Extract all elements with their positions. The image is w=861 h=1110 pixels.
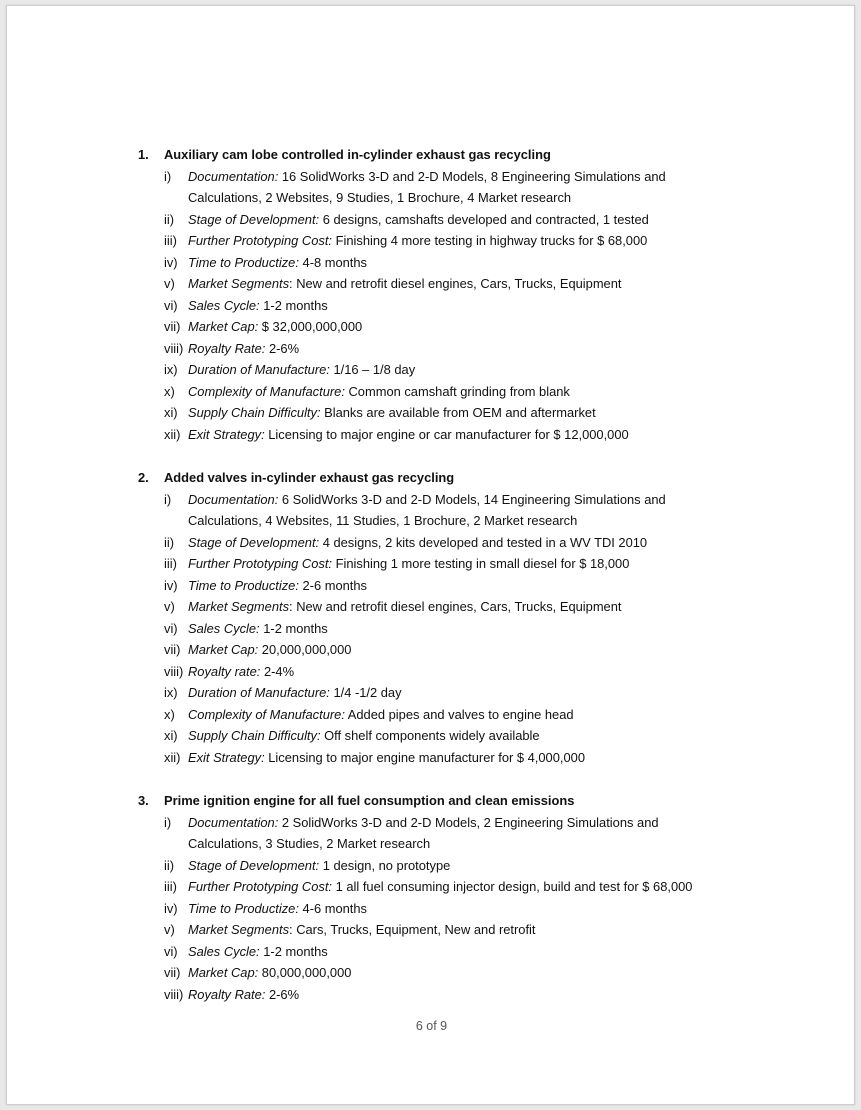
item-value: 2-4% [260, 663, 295, 679]
list-item [133, 704, 773, 726]
item-label: Supply Chain Difficulty: [188, 728, 321, 743]
item-value: 20,000,000,000 [258, 642, 352, 657]
item-text [188, 596, 733, 618]
item-marker: vi) [164, 943, 178, 959]
item-label: Royalty rate: [188, 663, 261, 679]
list-item [133, 962, 773, 984]
item-label: Royalty Rate: [188, 340, 266, 356]
item-label: Documentation: [188, 491, 279, 507]
item-marker: iii) [164, 556, 177, 571]
item-label: Further Prototyping Cost: [188, 233, 333, 248]
item-text [188, 359, 733, 381]
item-marker: ix) [164, 685, 178, 700]
list-item [133, 876, 773, 898]
item-label: Documentation: [188, 168, 279, 184]
item-text [188, 639, 733, 661]
list-item [133, 381, 773, 403]
item-marker: iv) [164, 577, 178, 593]
item-label: Exit Strategy: [188, 426, 265, 442]
item-marker: vii) [164, 319, 181, 334]
item-text [188, 812, 733, 855]
section-heading [133, 144, 773, 166]
list-item [133, 575, 773, 597]
item-value: 2-6 months [298, 577, 368, 593]
item-label: Stage of Development: [188, 534, 320, 550]
item-marker: i) [164, 168, 172, 184]
item-value: 2-6% [265, 340, 300, 356]
document-page [6, 5, 855, 1105]
item-marker: ix) [164, 362, 178, 377]
item-label: Documentation: [188, 814, 279, 830]
section-number: 2. [138, 470, 149, 485]
item-value: Finishing 1 more testing in small diesel for $ 18,000 [332, 556, 630, 571]
item-value: 6 SolidWorks 3-D and 2-D Models, 14 Engineering Simulations and Calculations, 4 Websites, 11 Studies, 1 Brochure, 2 Market research [188, 491, 666, 528]
item-label: Royalty Rate: [188, 986, 266, 1002]
list-item [133, 812, 773, 855]
item-label: Market Cap: [188, 965, 259, 980]
item-text [188, 532, 733, 554]
document-body [133, 144, 773, 1027]
list-item [133, 941, 773, 963]
list-item [133, 898, 773, 920]
section-3 [133, 790, 773, 1005]
item-value: 1/4 -1/2 day [329, 685, 402, 700]
item-value: 1/16 – 1/8 day [329, 362, 416, 377]
item-text [188, 166, 733, 209]
item-text [188, 876, 733, 898]
item-text [188, 919, 733, 941]
item-value: 16 SolidWorks 3-D and 2-D Models, 8 Engineering Simulations and Calculations, 2 Websites, 9 Studies, 1 Brochure, 4 Market research [188, 168, 666, 205]
item-text [188, 230, 733, 252]
item-value: Licensing to major engine or car manufacturer for $ 12,000,000 [264, 426, 629, 442]
list-item [133, 532, 773, 554]
item-marker: v) [164, 922, 175, 937]
list-item [133, 402, 773, 424]
section-title: Auxiliary cam lobe controlled in-cylinder exhaust gas recycling [164, 147, 551, 162]
item-value: 80,000,000,000 [258, 965, 352, 980]
item-marker: viii) [164, 986, 184, 1002]
item-value: Finishing 4 more testing in highway trucks for $ 68,000 [332, 233, 648, 248]
item-value: Added pipes and valves to engine head [344, 706, 574, 722]
list-item [133, 338, 773, 360]
item-value: Off shelf components widely available [320, 728, 540, 743]
item-text [188, 338, 733, 360]
list-item [133, 489, 773, 532]
item-list [133, 166, 773, 446]
item-list [133, 812, 773, 1006]
list-item [133, 596, 773, 618]
item-marker: v) [164, 276, 175, 291]
item-text [188, 984, 733, 1006]
item-text [188, 402, 733, 424]
list-item [133, 682, 773, 704]
item-list [133, 489, 773, 769]
item-text [188, 941, 733, 963]
item-label: Further Prototyping Cost: [188, 556, 333, 571]
section-title: Prime ignition engine for all fuel consumption and clean emissions [164, 793, 575, 808]
item-label: Supply Chain Difficulty: [188, 405, 321, 420]
item-text [188, 747, 733, 769]
section-heading [133, 790, 773, 812]
list-item [133, 424, 773, 446]
item-text [188, 618, 733, 640]
item-value: 4 designs, 2 kits developed and tested in a WV TDI 2010 [319, 534, 648, 550]
item-text [188, 489, 733, 532]
item-value: Blanks are available from OEM and aftermarket [320, 405, 596, 420]
item-marker: ii) [164, 534, 175, 550]
item-value: 1-2 months [259, 297, 328, 313]
item-marker: x) [164, 706, 175, 722]
item-marker: i) [164, 814, 172, 830]
item-value: : Cars, Trucks, Equipment, New and retrofit [289, 922, 536, 937]
item-text [188, 855, 733, 877]
section-title: Added valves in-cylinder exhaust gas recycling [164, 470, 455, 485]
item-marker: iv) [164, 254, 178, 270]
list-item [133, 166, 773, 209]
list-item [133, 359, 773, 381]
item-text [188, 898, 733, 920]
item-marker: ii) [164, 857, 175, 873]
list-item [133, 209, 773, 231]
item-text [188, 424, 733, 446]
item-marker: ii) [164, 211, 175, 227]
item-marker: i) [164, 491, 172, 507]
list-item [133, 747, 773, 769]
item-marker: vi) [164, 297, 178, 313]
item-marker: v) [164, 599, 175, 614]
item-marker: iv) [164, 900, 178, 916]
item-marker: viii) [164, 340, 184, 356]
item-text [188, 553, 733, 575]
item-label: Complexity of Manufacture: [188, 383, 345, 399]
list-item [133, 316, 773, 338]
item-label: Market Segments [188, 276, 290, 291]
item-marker: x) [164, 383, 175, 399]
item-marker: xii) [164, 426, 181, 442]
item-value: 1-2 months [259, 620, 328, 636]
item-marker: vi) [164, 620, 178, 636]
item-label: Stage of Development: [188, 857, 320, 873]
section-heading [133, 467, 773, 489]
item-text [188, 316, 733, 338]
list-item [133, 639, 773, 661]
item-value: : New and retrofit diesel engines, Cars, Trucks, Equipment [289, 276, 622, 291]
item-value: Common camshaft grinding from blank [344, 383, 570, 399]
item-marker: xi) [164, 728, 178, 743]
item-marker: vii) [164, 965, 181, 980]
item-value: 4-6 months [298, 900, 368, 916]
item-label: Market Cap: [188, 319, 259, 334]
item-text [188, 704, 733, 726]
list-item [133, 273, 773, 295]
list-item [133, 252, 773, 274]
item-label: Complexity of Manufacture: [188, 706, 345, 722]
item-value: $ 32,000,000,000 [258, 319, 363, 334]
item-marker: xi) [164, 405, 178, 420]
item-marker: viii) [164, 663, 184, 679]
list-item [133, 984, 773, 1006]
item-value: 1-2 months [259, 943, 328, 959]
list-item [133, 919, 773, 941]
item-text [188, 725, 733, 747]
item-label: Duration of Manufacture: [188, 362, 330, 377]
item-label: Market Segments [188, 922, 290, 937]
item-label: Sales Cycle: [188, 620, 260, 636]
item-text [188, 295, 733, 317]
item-text [188, 381, 733, 403]
item-label: Market Segments [188, 599, 290, 614]
item-text [188, 575, 733, 597]
item-text [188, 209, 733, 231]
item-value: 6 designs, camshafts developed and contracted, 1 tested [319, 211, 649, 227]
list-item [133, 855, 773, 877]
item-value: 2 SolidWorks 3-D and 2-D Models, 2 Engineering Simulations and Calculations, 3 Studies, 2 Market research [188, 814, 659, 851]
section-number: 3. [138, 793, 149, 808]
item-label: Time to Productize: [188, 254, 299, 270]
item-marker: iii) [164, 233, 177, 248]
item-label: Exit Strategy: [188, 749, 265, 765]
item-marker: vii) [164, 642, 181, 657]
item-marker: iii) [164, 879, 177, 894]
item-value: : New and retrofit diesel engines, Cars, Trucks, Equipment [289, 599, 622, 614]
page-number: 6 of 9 [415, 1019, 448, 1033]
item-text [188, 682, 733, 704]
item-text [188, 252, 733, 274]
section-number: 1. [138, 147, 149, 162]
item-label: Time to Productize: [188, 900, 299, 916]
item-value: 1 all fuel consuming injector design, build and test for $ 68,000 [332, 879, 693, 894]
section-1 [133, 144, 773, 445]
item-label: Stage of Development: [188, 211, 320, 227]
list-item [133, 725, 773, 747]
section-2 [133, 467, 773, 768]
item-value: 4-8 months [298, 254, 368, 270]
item-label: Duration of Manufacture: [188, 685, 330, 700]
item-value: Licensing to major engine manufacturer for $ 4,000,000 [264, 749, 585, 765]
list-item [133, 618, 773, 640]
item-text [188, 661, 733, 683]
list-item [133, 230, 773, 252]
item-text [188, 962, 733, 984]
item-text [188, 273, 733, 295]
item-label: Sales Cycle: [188, 297, 260, 313]
item-label: Market Cap: [188, 642, 259, 657]
list-item [133, 661, 773, 683]
list-item [133, 295, 773, 317]
item-label: Time to Productize: [188, 577, 299, 593]
item-value: 2-6% [265, 986, 300, 1002]
item-value: 1 design, no prototype [319, 857, 451, 873]
item-marker: xii) [164, 749, 181, 765]
item-label: Sales Cycle: [188, 943, 260, 959]
item-label: Further Prototyping Cost: [188, 879, 333, 894]
list-item [133, 553, 773, 575]
